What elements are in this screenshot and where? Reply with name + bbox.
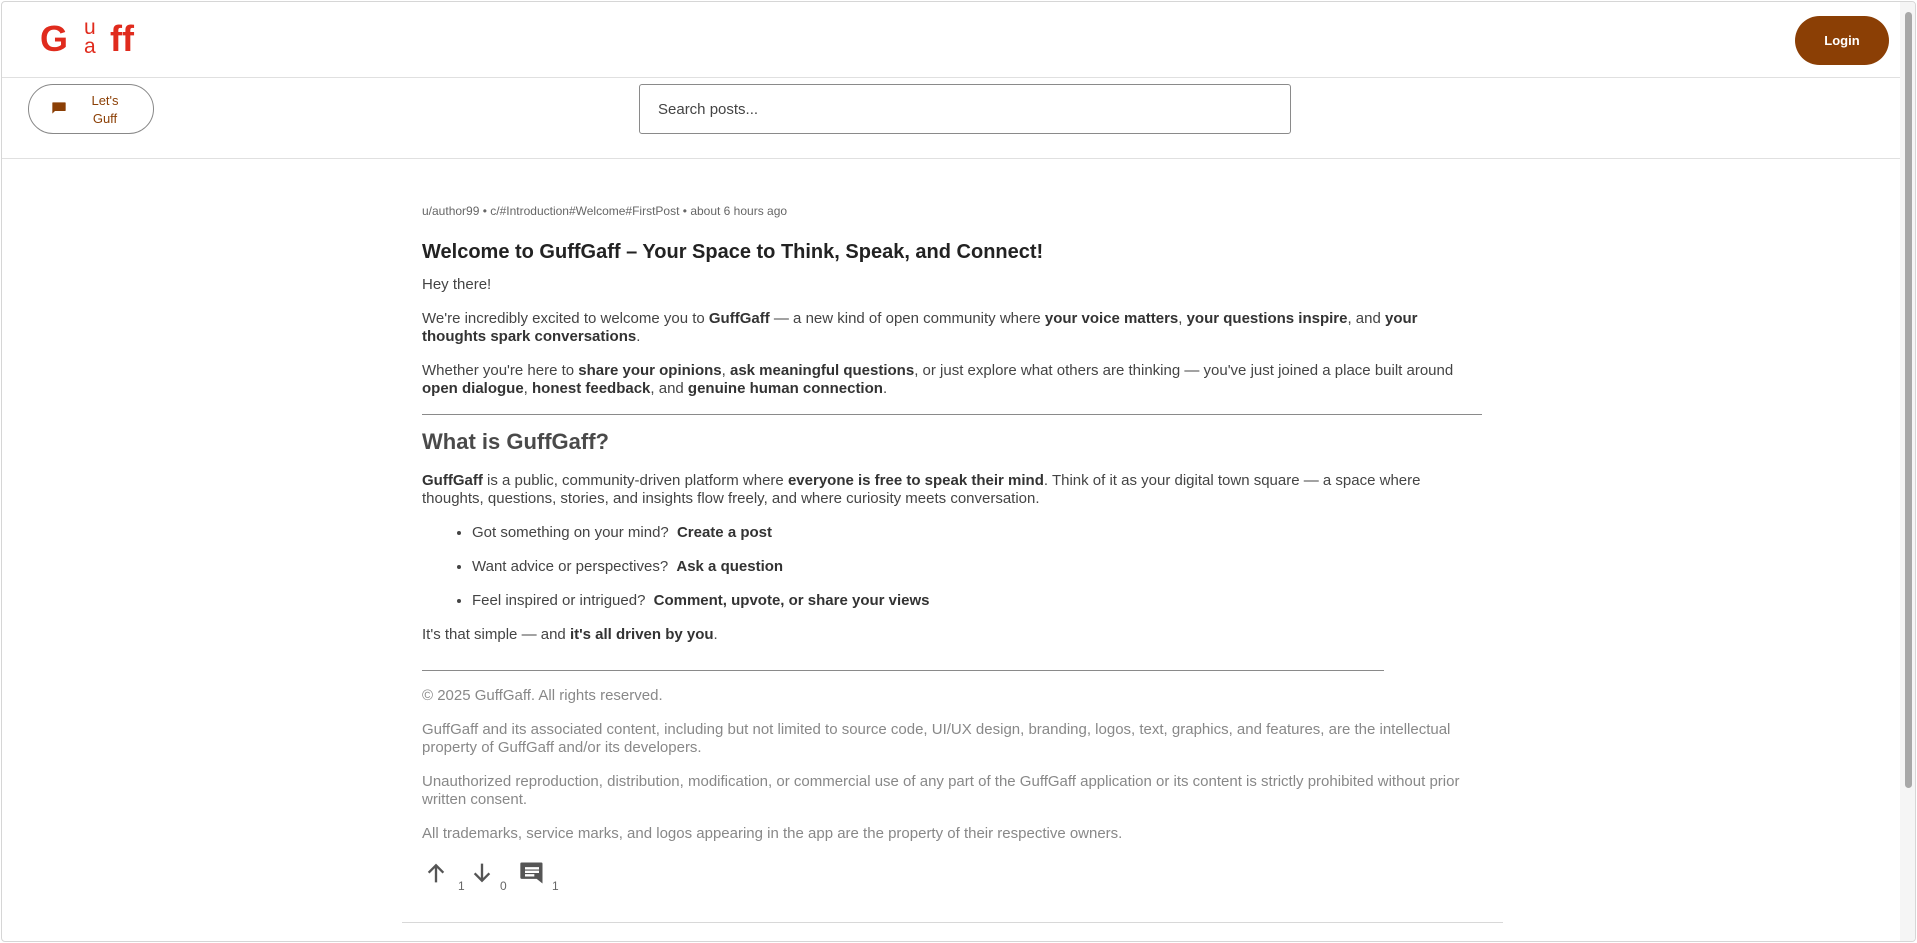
login-button[interactable]: Login: [1795, 16, 1889, 65]
post-separator: [402, 922, 1503, 923]
comment-button[interactable]: [518, 859, 562, 895]
section-heading: What is GuffGaff?: [422, 429, 609, 454]
lets-guff-label: Let's Guff: [91, 93, 119, 126]
post-paragraph-2: Whether you're here to share your opinions, ask meaningful questions, or just explore what others are thinking — you've just joined a place built around open dialogue, honest feedback, and genuine human connection.: [422, 362, 1454, 397]
downvote-button[interactable]: [468, 859, 512, 895]
ip-notice: GuffGaff and its associated content, including but not limited to source code, UI/UX design, branding, logos, text, graphics, and features, are the intellectual property of GuffGaff and/or its developers.: [422, 721, 1451, 756]
list-item: • Feel inspired or intrigued? Comment, upvote, or share your views: [472, 592, 1484, 610]
vertical-scrollbar[interactable]: [1900, 2, 1916, 942]
unauthorized-notice: Unauthorized reproduction, distribution, modification, or commercial use of any part of the GuffGaff application or its content is strictly prohibited without prior written consent.: [422, 773, 1460, 808]
post-greeting: Hey there!: [422, 276, 492, 293]
logo-letter-a: a: [84, 35, 96, 58]
post-paragraph-3: GuffGaff is a public, community-driven platform where everyone is free to speak their mind. Think of it as your digital town square — a space where thoughts, questions, stories, and insights flow freely, and where curiosity meets conversation.: [422, 472, 1421, 507]
list-item: • Got something on your mind? Create a post: [472, 524, 1484, 542]
comment-count: 1: [552, 879, 559, 893]
legal-footer: [422, 687, 1484, 843]
post-actions: [422, 859, 1484, 899]
upvote-count: 1: [458, 879, 465, 893]
logo-letters-ff: ff: [110, 18, 134, 59]
sub-toolbar: [2, 78, 1900, 159]
logo-letter-g: G: [40, 18, 69, 59]
lets-guff-button[interactable]: [28, 84, 154, 134]
section-divider: [422, 414, 1482, 415]
arrow-up-icon: [422, 859, 450, 887]
post-card: [422, 202, 1484, 899]
copyright-text: © 2025 GuffGaff. All rights reserved.: [422, 687, 663, 704]
list-item: • Want advice or perspectives? Ask a question: [472, 558, 1484, 576]
guffgaff-logo[interactable]: [40, 16, 140, 60]
trademark-notice: All trademarks, service marks, and logos appearing in the app are the property of their respective owners.: [422, 825, 1123, 842]
scrollbar-thumb[interactable]: [1905, 12, 1912, 788]
comment-icon: [518, 859, 546, 887]
app-window: [1, 1, 1916, 942]
feature-list: [422, 524, 1484, 610]
post-title[interactable]: Welcome to GuffGaff – Your Space to Think, Speak, and Connect!: [422, 241, 1044, 263]
upvote-button[interactable]: [422, 859, 466, 895]
logo-letter-u: u: [84, 16, 96, 39]
footer-divider: [422, 670, 1384, 671]
post-paragraph-4: It's that simple — and it's all driven by you.: [422, 626, 718, 643]
post-paragraph-1: We're incredibly excited to welcome you to GuffGaff — a new kind of open community where your voice matters, your questions inspire, and your thoughts spark conversations.: [422, 310, 1418, 345]
search-input[interactable]: [639, 84, 1291, 134]
top-bar: [2, 2, 1900, 78]
post-meta: u/author99 • c/#Introduction#Welcome#FirstPost • about 6 hours ago: [422, 204, 788, 218]
chat-bubble-icon: [51, 101, 67, 117]
downvote-count: 0: [500, 879, 507, 893]
arrow-down-icon: [468, 859, 496, 887]
